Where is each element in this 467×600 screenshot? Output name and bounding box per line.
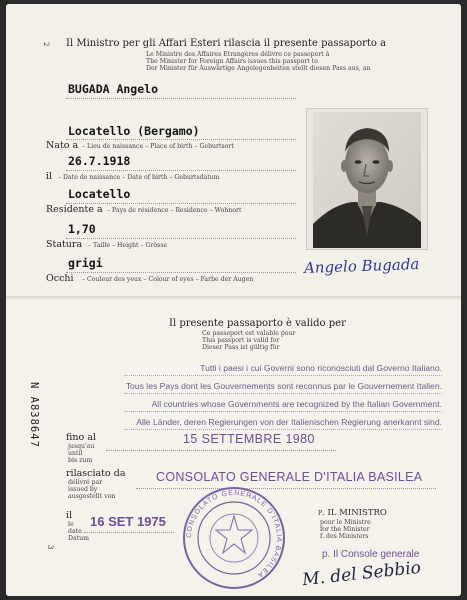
valid-until-label-de: bis zum bbox=[68, 457, 93, 464]
holder-name: BUGADA Angelo bbox=[68, 82, 159, 96]
passport-spread bbox=[6, 4, 461, 596]
seal-lettering-path: CONSOLATO GENERALE D'ITALIA BASILEA bbox=[185, 489, 283, 579]
passport-number bbox=[26, 382, 48, 472]
holder-signature: Angelo Bugada bbox=[303, 254, 420, 278]
birthdate-value: 26.7.1918 bbox=[68, 154, 131, 168]
seal-lettering bbox=[186, 490, 282, 579]
consulate-seal-stamp bbox=[182, 486, 286, 590]
validity-stamp-line-en: All countries whose Governments are recognized by the Italian Government. bbox=[151, 399, 442, 409]
passport-page-2 bbox=[6, 4, 461, 298]
birthplace-value: Locatello (Bergamo) bbox=[68, 124, 200, 138]
issue-date-label-en: date bbox=[68, 528, 82, 535]
height-label: Statura bbox=[46, 239, 83, 250]
page-number: 2 bbox=[42, 42, 50, 47]
valid-until-label-en: until bbox=[68, 450, 83, 457]
issuing-authority-stamp: CONSOLATO GENERALE D'ITALIA BASILEA bbox=[156, 470, 423, 484]
residence-value: Locatello bbox=[68, 187, 131, 201]
issued-by-label-de: ausgestellt von bbox=[68, 493, 116, 500]
birthplace-label: Nato a bbox=[46, 140, 79, 151]
divider bbox=[124, 375, 442, 376]
birthdate-label-translations: – Date de naissance – Date of birth – Geburtsdatum bbox=[58, 174, 220, 181]
issued-by-label: rilasciato da bbox=[66, 468, 126, 479]
issue-date-label-de: Datum bbox=[68, 535, 89, 542]
minister-title-de: f. des Ministers bbox=[320, 533, 369, 540]
portrait-image bbox=[313, 112, 421, 248]
residence-label-translations: – Pays de résidence – Residence – Wohnort bbox=[107, 207, 242, 214]
issue-date-stamp: 16 SET 1975 bbox=[90, 514, 166, 529]
validity-header-en: This passport is valid for bbox=[202, 337, 280, 344]
issue-date-label-fr: le bbox=[68, 521, 74, 528]
divider bbox=[66, 272, 296, 273]
birthplace-label-translations: – Lieu de naissance – Place of birth – Geburtsort bbox=[82, 143, 234, 150]
divider bbox=[106, 450, 336, 451]
issuance-header-fr: Le Ministre des Affaires Etrangères délivre ce passeport à bbox=[146, 51, 330, 58]
issuance-header-de: Der Minister für Auswärtige Angelegenheiten stellt diesen Pass aus, an bbox=[146, 65, 371, 72]
issue-date-label: il bbox=[66, 510, 73, 521]
divider bbox=[136, 488, 436, 489]
minister-title-en: for the Minister bbox=[320, 526, 370, 533]
issuance-header-en: The Minister for Foreign Affairs issues this passport to bbox=[146, 58, 318, 65]
passport-number-text: N A838647 bbox=[28, 382, 40, 448]
divider bbox=[66, 170, 296, 171]
height-value: 1,70 bbox=[68, 222, 96, 236]
divider bbox=[66, 238, 296, 239]
validity-header-de: Dieser Pass ist gültig für bbox=[202, 344, 280, 351]
eye-color-label: Occhi bbox=[46, 273, 74, 284]
divider bbox=[124, 429, 442, 430]
validity-stamp-line-fr: Tous les Pays dont les Gouvernements sont reconnus par le Gouvernement Italien. bbox=[125, 381, 442, 391]
page-number: 3 bbox=[46, 545, 54, 550]
minister-title-fr: pour le Ministre bbox=[320, 519, 371, 526]
divider bbox=[66, 98, 296, 99]
issued-by-label-fr: délivré par bbox=[68, 479, 103, 486]
minister-title: p. IL MINISTRO bbox=[318, 508, 387, 518]
validity-stamp bbox=[124, 360, 442, 436]
height-label-translations: – Taille – Height – Grösse bbox=[88, 242, 168, 249]
validity-stamp-line-de: Alle Länder, deren Regierungen von der Italienischen Regierung anerkannt sind. bbox=[136, 417, 442, 427]
valid-until-stamp: 15 SETTEMBRE 1980 bbox=[183, 432, 315, 446]
birthdate-label: il bbox=[46, 171, 53, 182]
holder-photo bbox=[306, 108, 428, 250]
residence-label: Residente a bbox=[46, 204, 103, 215]
validity-stamp-line-it: Tutti i paesi i cui Governi sono riconosciuti dal Governo Italiano. bbox=[200, 363, 442, 373]
issuance-header-it: Il Ministro per gli Affari Esteri rilascia il presente passaporto a bbox=[66, 38, 387, 49]
issued-by-label-en: issued by bbox=[68, 486, 98, 493]
eye-color-label-translations: – Couleur des yeux – Colour of eyes – Farbe der Augen bbox=[82, 276, 254, 283]
eye-color-value: grigi bbox=[68, 256, 103, 270]
divider bbox=[124, 393, 442, 394]
valid-until-label-fr: jusqu'au bbox=[68, 443, 95, 450]
consul-signature: M. del Sebbio bbox=[301, 557, 422, 591]
divider bbox=[84, 532, 174, 533]
consul-title-stamp: p. Il Console generale bbox=[322, 549, 420, 560]
divider bbox=[66, 139, 296, 140]
valid-until-label: fino al bbox=[66, 432, 96, 443]
validity-header-it: Il presente passaporto è valido per bbox=[169, 318, 346, 329]
validity-header-fr: Ce passeport est valable pour bbox=[202, 330, 296, 337]
divider bbox=[124, 411, 442, 412]
